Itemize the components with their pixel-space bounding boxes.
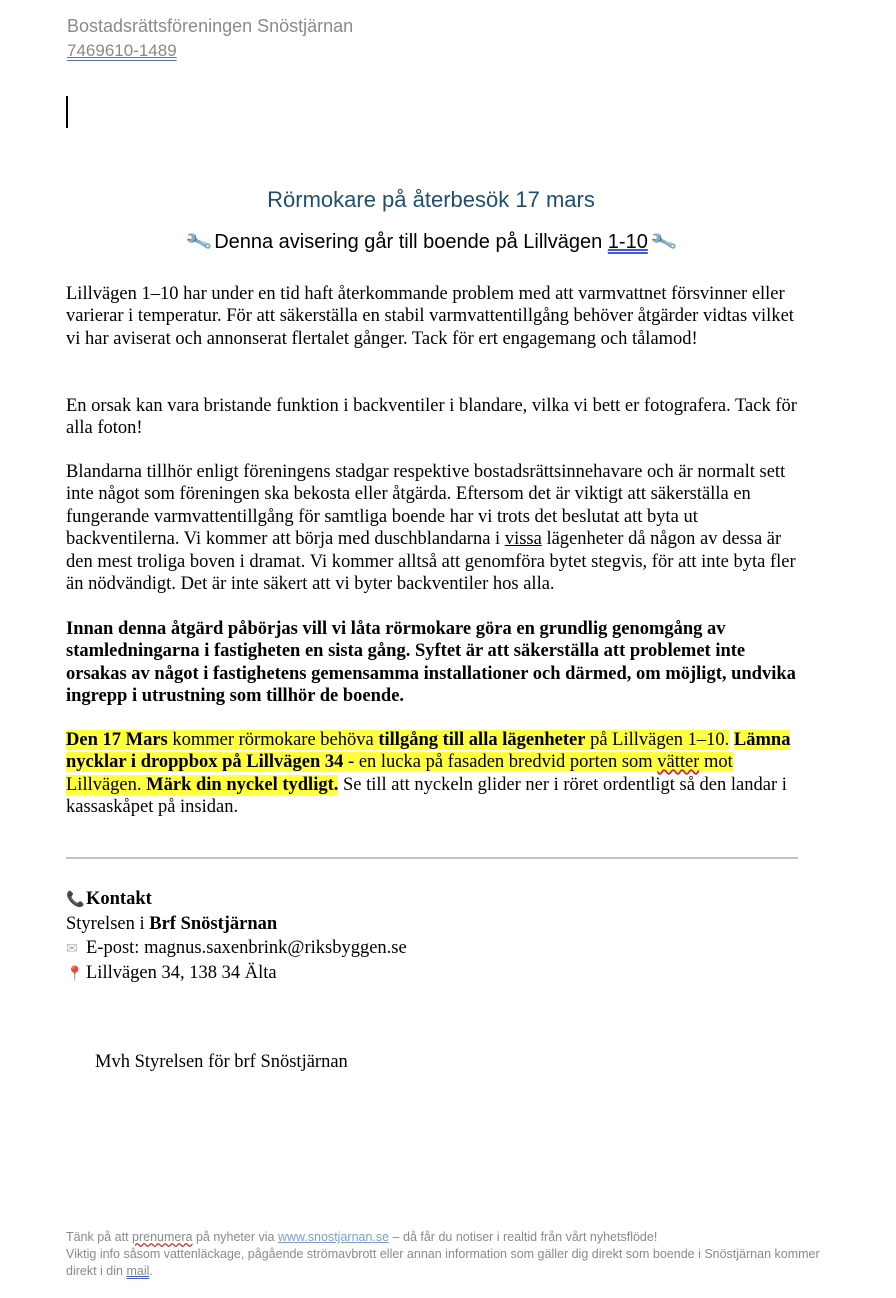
- highlight-access: tillgång till alla lägenheter: [378, 730, 586, 750]
- spellcheck-word: prenumera: [132, 1230, 193, 1244]
- wrench-icon: 🔧: [183, 228, 214, 257]
- grammar-word: mail: [126, 1264, 150, 1278]
- footer-line-info: Viktig info såsom vattenläckage, pågående strömavbrott eller annan information som gäller dig direkt som boende i Snöstjärnan kommer direkt i din mail.: [66, 1247, 820, 1278]
- spellcheck-word: vätter: [657, 752, 700, 773]
- divider: [66, 857, 798, 859]
- subtitle-range: 1-10: [607, 231, 648, 253]
- contact-email: ✉ E-post: magnus.saxenbrink@riksbyggen.se: [66, 936, 407, 962]
- subtitle-text: Denna avisering går till boende på Lillvägen: [214, 231, 608, 253]
- organization-name: Bostadsrättsföreningen Snöstjärnan: [67, 16, 354, 36]
- highlight-mark-key: Märk din nyckel tydligt.: [146, 774, 339, 795]
- highlight-text: kommer rörmokare behöva: [167, 730, 379, 750]
- notice-subtitle: [0, 228, 862, 257]
- paragraph-text: Se till att nyckeln glider ner i röret ordentligt så den landar i kassaskåpet på insidan.: [66, 774, 787, 818]
- paragraph-instructions: [66, 729, 806, 819]
- wrench-icon: 🔧: [649, 228, 679, 257]
- footer: [66, 1229, 826, 1280]
- paragraph-problem: Lillvägen 1–10 har under en tid haft återkommande problem med att varmvattnet försvinner eller varierar i temperatur. För att säkerställa en stabil varmvattentillgång behöver åtgärder vidtas vilket vi har aviserat och annonserat flertalet gånger. Tack för ert engagemang och tålamod!: [66, 284, 794, 349]
- board-name: Brf Snöstjärnan: [149, 914, 278, 934]
- highlight-droppbox: Lämna nycklar i droppbox på Lillvägen 34: [66, 730, 791, 773]
- paragraph-text: lägenheter då någon av dessa är den mest troliga boven i dramat. Vi kommer alltså att genomföra bytet stegvis, för att inte byta fler än nödvändigt. Det är inte säkert att vi byter backventiler hos alla.: [66, 529, 796, 595]
- paragraph-backventiler: En orsak kan vara bristande funktion i backventiler i blandare, vilka vi bett er fotografera. Tack för alla foton!: [66, 396, 797, 439]
- paragraph-text: Blandarna tillhör enligt föreningens stadgar respektive bostadsrättsinnehavare och är normalt sett inte något som föreningen ska bekosta eller åtgärda. Eftersom det är viktigt att säkerställa en fungerande varmvattentillgång för samtliga boende har vi trots det beslutat att byta ut backventilerna. Vi kommer att börja med duschblandarna i: [66, 462, 786, 550]
- footer-line-subscribe: Tänk på att prenumera på nyheter via www.snostjarnan.se – då får du notiser i realtid från vårt nyhetsflöde!: [66, 1230, 658, 1244]
- envelope-icon: ✉: [66, 942, 78, 957]
- phone-icon: 📞: [66, 892, 85, 908]
- text-cursor: [66, 96, 68, 128]
- highlight-text: - en lucka på fasaden bredvid porten som: [343, 752, 658, 773]
- underlined-word: vissa: [504, 529, 542, 550]
- notice-title: Rörmokare på återbesök 17 mars: [267, 187, 595, 212]
- org-number: 7469610-1489: [67, 41, 177, 60]
- paragraph-inspection: Innan denna åtgärd påbörjas vill vi låta rörmokare göra en grundlig genomgång av stamledningarna i fastigheten en sista gång. Syftet är att säkerställa att problemet inte orsakas av något i fastighetens gemensamma installationer och därmed, om möjligt, undvika ingrepp i utrustning som tillhör de boende.: [66, 619, 796, 707]
- contact-address: 📍 Lillvägen 34, 138 34 Älta: [66, 961, 277, 987]
- highlight-text: mot Lillvägen.: [66, 752, 733, 795]
- pin-icon: 📍: [66, 967, 84, 982]
- website-link[interactable]: www.snostjarnan.se: [277, 1230, 390, 1244]
- highlight-date: Den 17 Mars: [66, 730, 168, 750]
- contact-heading: 📞Kontakt: [66, 887, 152, 912]
- signature: Mvh Styrelsen för brf Snöstjärnan: [95, 1052, 348, 1072]
- paragraph-blandare: [66, 461, 800, 595]
- contact-board: Styrelsen i Brf Snöstjärnan: [66, 914, 278, 934]
- highlight-text: på Lillvägen 1–10.: [585, 730, 730, 750]
